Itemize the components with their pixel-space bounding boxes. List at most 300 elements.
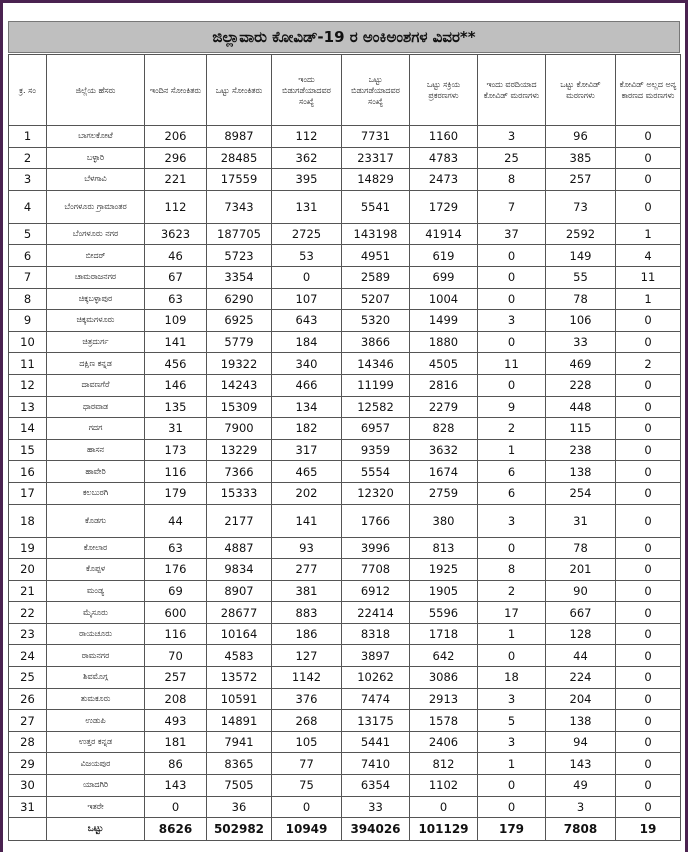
table-row xyxy=(9,126,681,148)
covid-stats-table xyxy=(8,54,681,841)
table-cell: 1 xyxy=(9,126,47,148)
table-cell: 5207 xyxy=(342,288,410,310)
table-cell: 0 xyxy=(616,559,681,581)
table-cell: 0 xyxy=(616,374,681,396)
table-cell: 8 xyxy=(478,169,546,191)
table-row xyxy=(9,580,681,602)
table-row xyxy=(9,688,681,710)
total-cell: 394026 xyxy=(342,818,410,841)
table-cell: 13229 xyxy=(207,439,272,461)
table-cell: 8 xyxy=(478,559,546,581)
table-cell: 27 xyxy=(9,710,47,732)
table-row xyxy=(9,169,681,191)
column-header: ಒಟ್ಟು ಕೋವಿಡ್ ಮರಣಗಳು xyxy=(546,55,616,126)
table-cell: 30 xyxy=(9,775,47,797)
table-cell: 11 xyxy=(478,353,546,375)
table-cell: 3 xyxy=(9,169,47,191)
table-cell: 0 xyxy=(616,169,681,191)
table-cell: 12320 xyxy=(342,482,410,504)
table-cell: 3086 xyxy=(410,667,478,689)
table-cell: 9 xyxy=(478,396,546,418)
table-cell: 228 xyxy=(546,374,616,396)
table-cell: 67 xyxy=(145,266,207,288)
table-cell: 376 xyxy=(272,688,342,710)
table-cell: 78 xyxy=(546,288,616,310)
table-cell: 28485 xyxy=(207,147,272,169)
table-cell: 106 xyxy=(546,310,616,332)
table-cell: 1 xyxy=(478,753,546,775)
table-cell: 112 xyxy=(145,190,207,223)
table-cell: 466 xyxy=(272,374,342,396)
table-row xyxy=(9,667,681,689)
table-cell: 44 xyxy=(546,645,616,667)
table-cell: 5554 xyxy=(342,461,410,483)
table-cell: 16 xyxy=(9,461,47,483)
table-cell: 4505 xyxy=(410,353,478,375)
table-cell: 0 xyxy=(616,126,681,148)
table-cell: 340 xyxy=(272,353,342,375)
table-cell: 6 xyxy=(9,245,47,267)
district-name-cell: ಬಳ್ಳಾರಿ xyxy=(47,147,145,169)
district-name-cell: ಉತ್ತರ ಕನ್ನಡ xyxy=(47,731,145,753)
table-cell: 5723 xyxy=(207,245,272,267)
table-cell: 1674 xyxy=(410,461,478,483)
table-row xyxy=(9,623,681,645)
table-cell: 5541 xyxy=(342,190,410,223)
table-cell: 11 xyxy=(616,266,681,288)
table-cell: 2759 xyxy=(410,482,478,504)
table-cell: 63 xyxy=(145,537,207,559)
table-row xyxy=(9,190,681,223)
table-cell: 31 xyxy=(145,418,207,440)
district-name-cell: ದಕ್ಷಿಣ ಕನ್ನಡ xyxy=(47,353,145,375)
table-cell: 149 xyxy=(546,245,616,267)
table-cell: 206 xyxy=(145,126,207,148)
table-cell: 0 xyxy=(616,602,681,624)
table-cell: 15 xyxy=(9,439,47,461)
table-cell: 93 xyxy=(272,537,342,559)
table-cell: 0 xyxy=(478,537,546,559)
table-cell: 187705 xyxy=(207,223,272,245)
table-cell: 3 xyxy=(478,731,546,753)
table-cell: 5320 xyxy=(342,310,410,332)
table-cell: 5596 xyxy=(410,602,478,624)
district-name-cell: ಕೋಲಾರ xyxy=(47,537,145,559)
table-cell: 0 xyxy=(616,504,681,537)
column-header: ಇಂದು ವರದಿಯಾದ ಕೋವಿಡ್ ಮರಣಗಳು xyxy=(478,55,546,126)
table-cell: 173 xyxy=(145,439,207,461)
table-cell: 23 xyxy=(9,623,47,645)
table-cell: 1766 xyxy=(342,504,410,537)
district-name-cell: ಕೊಡಗು xyxy=(47,504,145,537)
table-cell: 6 xyxy=(478,461,546,483)
table-cell: 11 xyxy=(9,353,47,375)
table-cell: 146 xyxy=(145,374,207,396)
table-cell: 3 xyxy=(546,796,616,818)
table-cell: 143198 xyxy=(342,223,410,245)
total-cell: 101129 xyxy=(410,818,478,841)
column-header: ಜಿಲ್ಲೆಯ ಹೆಸರು xyxy=(47,55,145,126)
table-cell: 201 xyxy=(546,559,616,581)
table-row xyxy=(9,223,681,245)
table-row xyxy=(9,710,681,732)
table-cell: 116 xyxy=(145,623,207,645)
table-cell: 2 xyxy=(478,580,546,602)
table-cell: 0 xyxy=(616,537,681,559)
table-cell: 0 xyxy=(616,731,681,753)
table-cell: 14243 xyxy=(207,374,272,396)
district-name-cell: ಮೈಸೂರು xyxy=(47,602,145,624)
table-cell: 75 xyxy=(272,775,342,797)
table-cell: 3 xyxy=(478,310,546,332)
total-cell: 502982 xyxy=(207,818,272,841)
table-cell: 73 xyxy=(546,190,616,223)
table-cell: 6912 xyxy=(342,580,410,602)
table-cell: 8365 xyxy=(207,753,272,775)
table-row xyxy=(9,645,681,667)
table-cell: 317 xyxy=(272,439,342,461)
table-cell: 2 xyxy=(478,418,546,440)
table-cell: 465 xyxy=(272,461,342,483)
table-cell: 3623 xyxy=(145,223,207,245)
district-name-cell: ಚಿಕ್ಕಮಗಳೂರು xyxy=(47,310,145,332)
table-cell: 6957 xyxy=(342,418,410,440)
table-cell: 2816 xyxy=(410,374,478,396)
table-cell: 19 xyxy=(9,537,47,559)
table-cell: 600 xyxy=(145,602,207,624)
table-cell: 7 xyxy=(478,190,546,223)
table-cell: 7343 xyxy=(207,190,272,223)
table-cell: 0 xyxy=(272,796,342,818)
table-cell: 221 xyxy=(145,169,207,191)
table-cell: 181 xyxy=(145,731,207,753)
table-cell: 0 xyxy=(478,331,546,353)
table-row xyxy=(9,353,681,375)
table-cell: 1718 xyxy=(410,623,478,645)
table-cell: 1 xyxy=(616,288,681,310)
table-cell: 0 xyxy=(478,645,546,667)
district-name-cell: ಯಾದಗಿರಿ xyxy=(47,775,145,797)
column-header: ಕೋವಿಡ್ ಅಲ್ಲದ ಅನ್ಯ ಕಾರಣದ ಮರಣಗಳು xyxy=(616,55,681,126)
table-cell: 143 xyxy=(145,775,207,797)
table-cell: 138 xyxy=(546,461,616,483)
table-cell: 0 xyxy=(616,753,681,775)
table-cell: 8318 xyxy=(342,623,410,645)
table-cell: 813 xyxy=(410,537,478,559)
table-cell: 6354 xyxy=(342,775,410,797)
table-cell: 9 xyxy=(9,310,47,332)
total-cell: 179 xyxy=(478,818,546,841)
table-cell: 179 xyxy=(145,482,207,504)
table-cell: 0 xyxy=(145,796,207,818)
table-cell: 12582 xyxy=(342,396,410,418)
table-cell: 107 xyxy=(272,288,342,310)
table-cell: 2913 xyxy=(410,688,478,710)
table-cell: 0 xyxy=(616,775,681,797)
table-cell: 2473 xyxy=(410,169,478,191)
table-cell: 11199 xyxy=(342,374,410,396)
table-cell: 12 xyxy=(9,374,47,396)
table-cell: 2589 xyxy=(342,266,410,288)
table-cell: 257 xyxy=(546,169,616,191)
table-cell: 17559 xyxy=(207,169,272,191)
table-cell: 112 xyxy=(272,126,342,148)
table-cell: 0 xyxy=(478,374,546,396)
table-cell: 10591 xyxy=(207,688,272,710)
district-name-cell: ಬಾಗಲಕೋಟೆ xyxy=(47,126,145,148)
column-header: ಒಟ್ಟು ಸಕ್ರಿಯ ಪ್ರಕರಣಗಳು xyxy=(410,55,478,126)
table-cell: 10164 xyxy=(207,623,272,645)
table-cell: 4 xyxy=(9,190,47,223)
table-cell: 134 xyxy=(272,396,342,418)
table-row xyxy=(9,266,681,288)
table-cell: 2279 xyxy=(410,396,478,418)
table-cell: 15333 xyxy=(207,482,272,504)
table-cell: 448 xyxy=(546,396,616,418)
district-name-cell: ಬೀದರ್ xyxy=(47,245,145,267)
table-cell: 13572 xyxy=(207,667,272,689)
table-cell: 0 xyxy=(478,245,546,267)
table-row xyxy=(9,731,681,753)
table-cell: 77 xyxy=(272,753,342,775)
table-cell: 7731 xyxy=(342,126,410,148)
table-cell: 186 xyxy=(272,623,342,645)
table-cell: 14891 xyxy=(207,710,272,732)
table-cell: 277 xyxy=(272,559,342,581)
column-header: ಇಂದಿನ ಸೋಂಕಿತರು xyxy=(145,55,207,126)
table-cell: 667 xyxy=(546,602,616,624)
table-cell: 24 xyxy=(9,645,47,667)
table-cell: 3 xyxy=(478,688,546,710)
table-cell: 116 xyxy=(145,461,207,483)
district-name-cell: ರಾಮನಗರ xyxy=(47,645,145,667)
table-cell: 6290 xyxy=(207,288,272,310)
district-name-cell: ದಾವಣಗೆರೆ xyxy=(47,374,145,396)
column-header: ಇಂದು ಬಿಡುಗಡೆಯಾದವರ ಸಂಖ್ಯೆ xyxy=(272,55,342,126)
table-cell: 176 xyxy=(145,559,207,581)
table-cell: 0 xyxy=(478,266,546,288)
table-cell: 14829 xyxy=(342,169,410,191)
table-cell: 14 xyxy=(9,418,47,440)
table-cell: 493 xyxy=(145,710,207,732)
table-cell: 2725 xyxy=(272,223,342,245)
table-cell: 381 xyxy=(272,580,342,602)
table-cell: 21 xyxy=(9,580,47,602)
table-cell: 380 xyxy=(410,504,478,537)
table-cell: 0 xyxy=(616,396,681,418)
table-cell: 78 xyxy=(546,537,616,559)
table-cell: 17 xyxy=(9,482,47,504)
table-cell: 0 xyxy=(616,147,681,169)
table-cell: 4783 xyxy=(410,147,478,169)
district-name-cell: ವಿಜಯಪುರ xyxy=(47,753,145,775)
table-cell: 33 xyxy=(342,796,410,818)
total-cell xyxy=(9,818,47,841)
district-name-cell: ತುಮಕೂರು xyxy=(47,688,145,710)
table-cell: 395 xyxy=(272,169,342,191)
table-cell: 1905 xyxy=(410,580,478,602)
total-cell: 10949 xyxy=(272,818,342,841)
table-row xyxy=(9,482,681,504)
table-cell: 7708 xyxy=(342,559,410,581)
table-cell: 642 xyxy=(410,645,478,667)
table-row xyxy=(9,796,681,818)
table-cell: 883 xyxy=(272,602,342,624)
table-cell: 1102 xyxy=(410,775,478,797)
table-cell: 2177 xyxy=(207,504,272,537)
table-row xyxy=(9,602,681,624)
table-cell: 7505 xyxy=(207,775,272,797)
table-cell: 8 xyxy=(9,288,47,310)
table-cell: 254 xyxy=(546,482,616,504)
total-cell: 8626 xyxy=(145,818,207,841)
table-cell: 0 xyxy=(616,461,681,483)
table-cell: 3866 xyxy=(342,331,410,353)
table-cell: 6 xyxy=(478,482,546,504)
district-name-cell: ಹಾಸನ xyxy=(47,439,145,461)
table-cell: 10262 xyxy=(342,667,410,689)
total-label: ಒಟ್ಟು xyxy=(47,818,145,841)
district-name-cell: ಮಂಡ್ಯ xyxy=(47,580,145,602)
table-cell: 18 xyxy=(9,504,47,537)
table-cell: 49 xyxy=(546,775,616,797)
table-cell: 37 xyxy=(478,223,546,245)
table-cell: 1160 xyxy=(410,126,478,148)
table-cell: 90 xyxy=(546,580,616,602)
table-cell: 0 xyxy=(616,645,681,667)
table-cell: 7 xyxy=(9,266,47,288)
table-cell: 1499 xyxy=(410,310,478,332)
table-cell: 208 xyxy=(145,688,207,710)
table-cell: 20 xyxy=(9,559,47,581)
table-cell: 2406 xyxy=(410,731,478,753)
table-row xyxy=(9,504,681,537)
table-cell: 0 xyxy=(616,796,681,818)
table-cell: 0 xyxy=(616,688,681,710)
table-cell: 5 xyxy=(478,710,546,732)
table-cell: 4583 xyxy=(207,645,272,667)
table-cell: 4 xyxy=(616,245,681,267)
table-cell: 8907 xyxy=(207,580,272,602)
table-cell: 0 xyxy=(478,796,546,818)
table-cell: 141 xyxy=(272,504,342,537)
table-cell: 1142 xyxy=(272,667,342,689)
district-name-cell: ರಾಯಚೂರು xyxy=(47,623,145,645)
table-cell: 10 xyxy=(9,331,47,353)
table-cell: 7410 xyxy=(342,753,410,775)
table-cell: 109 xyxy=(145,310,207,332)
total-cell: 7808 xyxy=(546,818,616,841)
table-cell: 23317 xyxy=(342,147,410,169)
table-cell: 5779 xyxy=(207,331,272,353)
table-cell: 41914 xyxy=(410,223,478,245)
table-row xyxy=(9,775,681,797)
table-cell: 2 xyxy=(616,353,681,375)
table-cell: 55 xyxy=(546,266,616,288)
table-cell: 1578 xyxy=(410,710,478,732)
table-cell: 143 xyxy=(546,753,616,775)
table-cell: 619 xyxy=(410,245,478,267)
table-cell: 138 xyxy=(546,710,616,732)
table-cell: 385 xyxy=(546,147,616,169)
header-row xyxy=(9,55,681,126)
table-cell: 7366 xyxy=(207,461,272,483)
column-header: ಒಟ್ಟು ಸೋಂಕಿತರು xyxy=(207,55,272,126)
table-cell: 9359 xyxy=(342,439,410,461)
district-name-cell: ಚಿತ್ರದುರ್ಗ xyxy=(47,331,145,353)
table-row xyxy=(9,147,681,169)
table-cell: 31 xyxy=(546,504,616,537)
table-cell: 26 xyxy=(9,688,47,710)
table-cell: 0 xyxy=(410,796,478,818)
table-row xyxy=(9,461,681,483)
table-cell: 643 xyxy=(272,310,342,332)
table-cell: 0 xyxy=(616,667,681,689)
district-name-cell: ಕೊಪ್ಪಳ xyxy=(47,559,145,581)
table-cell: 182 xyxy=(272,418,342,440)
table-cell: 3 xyxy=(478,126,546,148)
table-cell: 22 xyxy=(9,602,47,624)
table-cell: 0 xyxy=(616,190,681,223)
table-cell: 1 xyxy=(616,223,681,245)
table-row xyxy=(9,310,681,332)
table-row xyxy=(9,753,681,775)
table-cell: 5 xyxy=(9,223,47,245)
table-cell: 1729 xyxy=(410,190,478,223)
table-cell: 25 xyxy=(9,667,47,689)
table-cell: 296 xyxy=(145,147,207,169)
table-cell: 2592 xyxy=(546,223,616,245)
table-title: ಜಿಲ್ಲಾವಾರು ಕೋವಿಡ್‌-19 ರ ಅಂಕಿಅಂಶಗಳ ವಿವರ** xyxy=(8,21,680,53)
table-row xyxy=(9,331,681,353)
table-cell: 31 xyxy=(9,796,47,818)
table-cell: 86 xyxy=(145,753,207,775)
table-cell: 7941 xyxy=(207,731,272,753)
table-cell: 13 xyxy=(9,396,47,418)
table-cell: 2 xyxy=(9,147,47,169)
table-cell: 96 xyxy=(546,126,616,148)
table-cell: 70 xyxy=(145,645,207,667)
table-cell: 25 xyxy=(478,147,546,169)
table-cell: 456 xyxy=(145,353,207,375)
table-cell: 0 xyxy=(616,580,681,602)
table-cell: 0 xyxy=(616,310,681,332)
table-cell: 135 xyxy=(145,396,207,418)
district-name-cell: ಧಾರವಾಡ xyxy=(47,396,145,418)
table-cell: 0 xyxy=(272,266,342,288)
table-cell: 7474 xyxy=(342,688,410,710)
table-cell: 6925 xyxy=(207,310,272,332)
table-cell: 0 xyxy=(616,439,681,461)
district-name-cell: ಚಿಕ್ಕಬಳ್ಳಾಪುರ xyxy=(47,288,145,310)
table-cell: 115 xyxy=(546,418,616,440)
district-name-cell: ಕಲಬುರಗಿ xyxy=(47,482,145,504)
table-cell: 1925 xyxy=(410,559,478,581)
column-header: ಒಟ್ಟು ಬಿಡುಗಡೆಯಾದವರ ಸಂಖ್ಯೆ xyxy=(342,55,410,126)
table-cell: 257 xyxy=(145,667,207,689)
table-cell: 19322 xyxy=(207,353,272,375)
table-cell: 3354 xyxy=(207,266,272,288)
table-cell: 0 xyxy=(616,710,681,732)
table-cell: 36 xyxy=(207,796,272,818)
table-cell: 131 xyxy=(272,190,342,223)
table-cell: 268 xyxy=(272,710,342,732)
table-cell: 3632 xyxy=(410,439,478,461)
table-cell: 699 xyxy=(410,266,478,288)
table-cell: 44 xyxy=(145,504,207,537)
table-cell: 1004 xyxy=(410,288,478,310)
table-cell: 94 xyxy=(546,731,616,753)
